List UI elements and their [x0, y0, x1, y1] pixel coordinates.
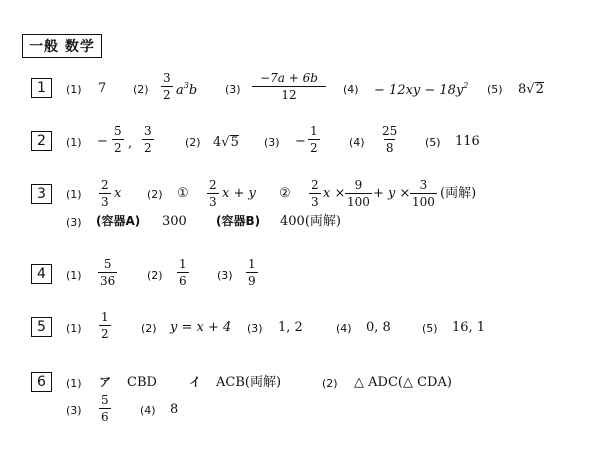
- answer-5-2: y = x + 4: [170, 320, 232, 335]
- numerator: 3: [144, 124, 152, 138]
- sqrt-icon: √: [221, 135, 230, 150]
- separator: ,: [128, 136, 133, 151]
- expression: x + y: [222, 186, 256, 201]
- container-b-value: 400(両解): [280, 214, 341, 229]
- part-label: (2): [147, 269, 163, 282]
- numerator: 5: [103, 257, 112, 271]
- numerator: 9: [354, 178, 363, 192]
- radicand: 5: [230, 135, 239, 150]
- fraction: [410, 179, 437, 208]
- numerator: 1: [179, 257, 187, 271]
- blank-label-a: ア: [99, 375, 112, 389]
- answer-5-4: 0, 8: [366, 320, 391, 335]
- variable: b: [188, 83, 198, 98]
- fraction: [380, 125, 399, 154]
- part-label: (5): [425, 136, 441, 149]
- part-label: (2): [141, 322, 157, 335]
- expression: − 12xy − 18y: [374, 83, 464, 98]
- fraction: [246, 258, 258, 287]
- part-label: (1): [66, 269, 82, 282]
- fraction: [161, 72, 173, 101]
- numerator: 3: [163, 71, 171, 85]
- part-label: (2): [147, 188, 163, 201]
- denominator: 2: [310, 141, 318, 155]
- denominator: 2: [144, 141, 152, 155]
- denominator: 8: [385, 141, 394, 155]
- answer-6-4: 8: [170, 402, 179, 417]
- denominator: 100: [412, 195, 435, 209]
- minus-sign: −: [97, 134, 108, 149]
- choice-1: ①: [177, 186, 189, 201]
- container-b-label: (容器B): [216, 214, 261, 228]
- container-a-label: (容器A): [96, 214, 141, 228]
- container-a-value: 300: [162, 214, 187, 229]
- part-label: (5): [422, 322, 438, 335]
- answer-1-1: 7: [98, 81, 107, 96]
- fraction: [142, 125, 154, 154]
- denominator: 36: [100, 274, 116, 288]
- numerator: 5: [101, 393, 109, 407]
- fraction: [308, 125, 320, 154]
- denominator: 12: [252, 86, 326, 101]
- numerator: 1: [310, 124, 318, 138]
- fraction: [98, 258, 117, 287]
- fraction: [177, 258, 189, 287]
- part-label: (4): [349, 136, 365, 149]
- expression: x ×: [323, 186, 346, 201]
- variable: x: [114, 186, 122, 201]
- part-label: (2): [133, 83, 149, 96]
- exponent: 2: [463, 81, 469, 90]
- question-number-6: 6: [31, 372, 52, 392]
- part-label: (3): [217, 269, 233, 282]
- variable: a: [176, 83, 184, 98]
- numerator: 25: [382, 124, 398, 138]
- part-label: (4): [343, 83, 359, 96]
- denominator: 2: [101, 327, 109, 341]
- answer-6-1-i: ACB(両解): [216, 375, 282, 390]
- denominator: 2: [114, 141, 122, 155]
- fraction: [99, 179, 111, 208]
- denominator: 3: [209, 195, 217, 209]
- numerator: 3: [419, 178, 428, 192]
- question-number-3: 3: [31, 184, 52, 204]
- sqrt-icon: √: [526, 82, 535, 97]
- numerator: 2: [101, 178, 109, 192]
- fraction: [207, 179, 219, 208]
- coefficient: 8: [518, 82, 527, 97]
- question-number-4: 4: [31, 264, 52, 284]
- fraction: [254, 72, 324, 101]
- numerator: 5: [114, 124, 122, 138]
- fraction: [345, 179, 372, 208]
- part-label: (3): [66, 216, 82, 229]
- section-title: 一般 数学: [22, 34, 102, 58]
- blank-label-i: イ: [189, 375, 202, 389]
- part-label: (1): [66, 322, 82, 335]
- part-label: (1): [66, 83, 82, 96]
- question-number-5: 5: [31, 317, 52, 337]
- denominator: 6: [101, 410, 109, 424]
- denominator: 9: [248, 274, 256, 288]
- numerator: 2: [311, 178, 319, 192]
- answer-6-2: △ ADC(△ CDA): [354, 375, 452, 390]
- answer-1-4: [374, 82, 468, 97]
- fraction: [309, 179, 321, 208]
- answer-5-3: 1, 2: [278, 320, 303, 335]
- numerator: 1: [248, 257, 256, 271]
- answer-1-2-term: [176, 82, 197, 97]
- part-label: (5): [487, 83, 503, 96]
- answer-2-5: 116: [455, 134, 480, 149]
- part-label: (4): [336, 322, 352, 335]
- alternate-note: (両解): [440, 186, 477, 201]
- part-label: (3): [247, 322, 263, 335]
- answer-2-2: [213, 135, 239, 149]
- part-label: (3): [66, 404, 82, 417]
- minus-sign: −: [295, 134, 306, 149]
- fraction: [112, 125, 124, 154]
- radicand: 2: [535, 82, 544, 97]
- part-label: (3): [225, 83, 241, 96]
- question-number-1: 1: [31, 78, 52, 98]
- choice-2: ②: [279, 186, 291, 201]
- exponent: 3: [183, 81, 189, 90]
- denominator: 3: [101, 195, 109, 209]
- part-label: (2): [322, 377, 338, 390]
- denominator: 3: [311, 195, 319, 209]
- numerator: −7a + 6b: [260, 71, 318, 85]
- coefficient: 4: [213, 135, 222, 150]
- part-label: (1): [66, 136, 82, 149]
- fraction: [99, 311, 111, 340]
- part-label: (4): [140, 404, 156, 417]
- numerator: 1: [101, 310, 109, 324]
- fraction: [99, 394, 111, 423]
- answer-6-1-a: CBD: [127, 375, 157, 390]
- denominator: 100: [347, 195, 370, 209]
- part-label: (1): [66, 377, 82, 390]
- question-number-2: 2: [31, 131, 52, 151]
- answer-1-5: [518, 82, 544, 96]
- expression: + y ×: [373, 186, 411, 201]
- denominator: 6: [179, 274, 187, 288]
- part-label: (2): [185, 136, 201, 149]
- denominator: 2: [163, 88, 171, 102]
- answer-5-5: 16, 1: [452, 320, 486, 335]
- part-label: (3): [264, 136, 280, 149]
- numerator: 2: [209, 178, 217, 192]
- part-label: (1): [66, 188, 82, 201]
